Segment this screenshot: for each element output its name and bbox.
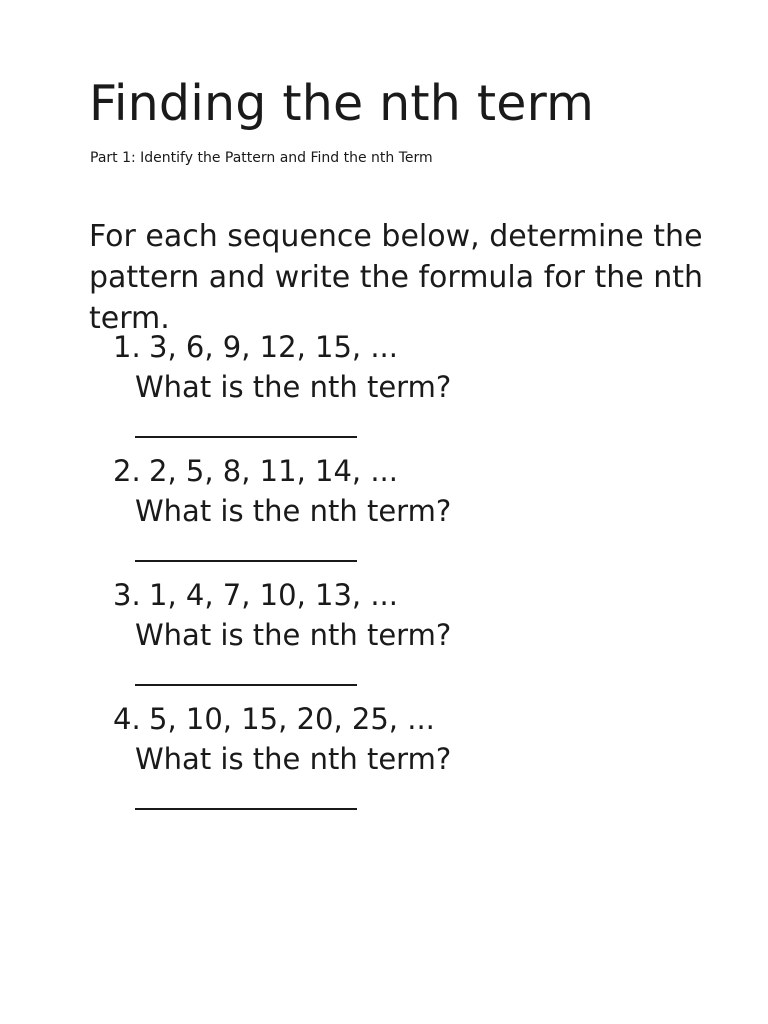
question-sequence: 3, 6, 9, 12, 15, ...: [149, 330, 398, 364]
answer-blank-line[interactable]: [135, 684, 357, 686]
answer-blank-line[interactable]: [135, 436, 357, 438]
instructions-text: For each sequence below, determine the pattern and write the formula for the nth term.: [89, 219, 704, 336]
question-item-3: [113, 575, 713, 699]
question-sequence: 5, 10, 15, 20, 25, ...: [149, 702, 435, 736]
question-sequence-line: [113, 327, 713, 367]
question-item-4: [113, 699, 713, 823]
page-title: Finding the nth term: [89, 74, 595, 132]
question-prompt: What is the nth term?: [135, 618, 452, 652]
question-number: 4.: [113, 702, 141, 736]
question-prompt: What is the nth term?: [135, 742, 452, 776]
question-number: 3.: [113, 578, 141, 612]
part-heading: Part 1: Identify the Pattern and Find the nth Term: [90, 150, 433, 166]
question-sequence-line: [113, 451, 713, 491]
question-prompt: What is the nth term?: [135, 494, 452, 528]
question-list: [113, 327, 713, 823]
question-item-2: [113, 451, 713, 575]
answer-blank-line[interactable]: [135, 560, 357, 562]
question-item-1: [113, 327, 713, 451]
answer-blank-line[interactable]: [135, 808, 357, 810]
question-prompt: What is the nth term?: [135, 370, 452, 404]
question-number: 1.: [113, 330, 141, 364]
question-sequence-line: [113, 575, 713, 615]
question-number: 2.: [113, 454, 141, 488]
question-sequence-line: [113, 699, 713, 739]
question-sequence: 2, 5, 8, 11, 14, ...: [149, 454, 398, 488]
question-sequence: 1, 4, 7, 10, 13, ...: [149, 578, 398, 612]
